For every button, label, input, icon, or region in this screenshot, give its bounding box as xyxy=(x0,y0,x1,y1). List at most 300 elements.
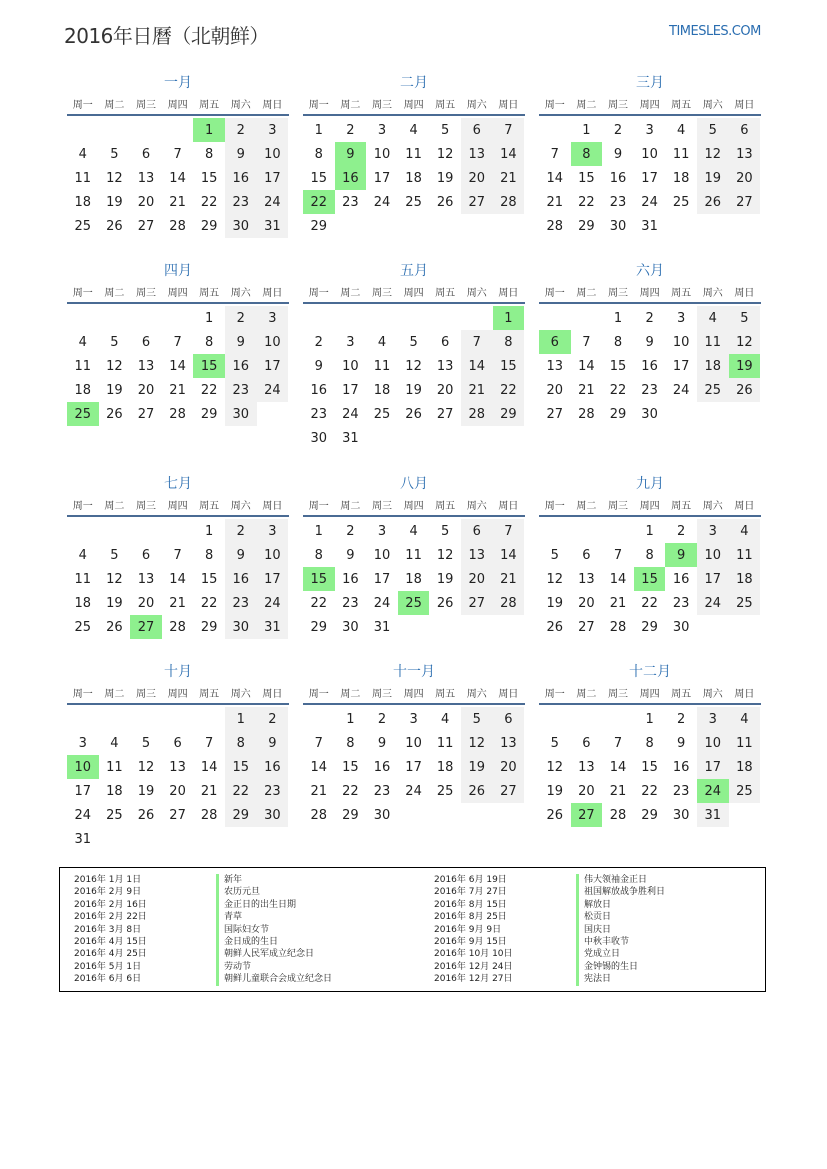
day-cell: 17 xyxy=(641,170,658,186)
day-cell: 31 xyxy=(257,214,289,238)
day-cell: 22 xyxy=(200,194,218,210)
weekday-header xyxy=(67,681,289,703)
holiday-date: 2016年 5月 1日 xyxy=(74,961,142,972)
day-cell: 20 xyxy=(578,595,595,611)
weekday-label: 周六 xyxy=(230,287,251,299)
month-block xyxy=(67,262,289,426)
empty-cell xyxy=(539,306,571,330)
day-cell: 1 xyxy=(645,523,654,539)
weekday-label: 周一 xyxy=(72,287,93,299)
holiday-date: 2016年 3月 8日 xyxy=(74,924,142,935)
empty-cell xyxy=(162,519,194,543)
day-cell: 26 xyxy=(546,807,564,823)
day-cell: 24 xyxy=(373,595,391,611)
day-cell: 20 xyxy=(137,194,155,210)
day-cell: 2 xyxy=(677,711,686,727)
day-cell: 9 xyxy=(645,334,654,350)
day-cell: 3 xyxy=(257,118,289,142)
day-cell: 13 xyxy=(137,358,155,374)
empty-cell xyxy=(99,118,131,142)
day-cell: 26 xyxy=(436,595,454,611)
day-grid xyxy=(303,707,525,827)
day-cell: 7 xyxy=(613,547,623,563)
day-cell: 12 xyxy=(436,547,454,563)
day-cell: 26 xyxy=(106,218,123,234)
header-divider xyxy=(303,515,525,517)
day-cell: 18 xyxy=(729,567,761,591)
day-cell: 7 xyxy=(493,118,525,142)
holiday-name: 党成立日 xyxy=(576,948,665,960)
weekday-label: 周一 xyxy=(308,688,329,700)
empty-cell xyxy=(303,306,335,330)
weekday-header xyxy=(539,681,761,703)
weekday-header xyxy=(67,92,289,114)
day-cell: 22 xyxy=(578,194,595,210)
weekday-label: 周三 xyxy=(371,688,392,700)
day-cell: 22 xyxy=(200,382,218,398)
empty-cell xyxy=(130,707,162,731)
weekday-header xyxy=(303,280,525,302)
day-cell: 7 xyxy=(173,334,182,350)
day-cell: 28 xyxy=(609,807,627,823)
day-cell: 12 xyxy=(461,731,493,755)
month-block xyxy=(303,475,525,639)
weekday-label: 周四 xyxy=(167,287,188,299)
weekday-label: 周一 xyxy=(544,287,565,299)
weekday-label: 周四 xyxy=(167,500,188,512)
month-name: 二月 xyxy=(400,75,428,91)
day-cell: 17 xyxy=(373,170,391,186)
day-cell-holiday: 1 xyxy=(193,118,225,142)
day-cell: 14 xyxy=(493,543,525,567)
weekday-label: 周六 xyxy=(230,688,251,700)
day-cell: 24 xyxy=(405,783,422,799)
weekday-label: 周二 xyxy=(576,688,597,700)
day-cell: 10 xyxy=(373,547,391,563)
day-cell: 13 xyxy=(436,358,454,374)
day-cell: 7 xyxy=(314,735,323,751)
day-cell: 3 xyxy=(409,711,418,727)
header-divider xyxy=(539,703,761,705)
holiday-name: 解放日 xyxy=(576,899,665,911)
day-cell: 9 xyxy=(225,543,257,567)
day-cell: 25 xyxy=(106,807,123,823)
day-cell: 10 xyxy=(257,330,289,354)
weekday-label: 周六 xyxy=(466,500,487,512)
weekday-label: 周二 xyxy=(340,500,361,512)
holiday-date: 2016年 7月 27日 xyxy=(434,887,507,898)
weekday-label: 周四 xyxy=(639,99,660,111)
month-name: 十月 xyxy=(164,664,192,680)
weekday-label: 周六 xyxy=(466,99,487,111)
day-cell-holiday: 27 xyxy=(571,803,603,827)
day-cell: 11 xyxy=(405,547,422,563)
day-cell: 8 xyxy=(205,146,214,162)
day-cell: 9 xyxy=(677,735,686,751)
day-cell: 6 xyxy=(141,547,151,563)
holiday-name: 劳动节 xyxy=(216,961,332,973)
day-cell: 18 xyxy=(729,755,761,779)
day-cell: 28 xyxy=(169,218,186,234)
day-cell: 15 xyxy=(310,170,328,186)
day-cell-holiday: 25 xyxy=(67,402,99,426)
day-grid xyxy=(539,306,761,426)
day-cell: 8 xyxy=(493,330,525,354)
day-cell: 3 xyxy=(645,122,654,138)
day-cell: 18 xyxy=(697,354,729,378)
weekday-header xyxy=(303,681,525,703)
weekday-label: 周三 xyxy=(135,99,156,111)
day-cell: 15 xyxy=(578,170,595,186)
holiday-date: 2016年 8月 15日 xyxy=(434,899,507,910)
day-cell-holiday: 9 xyxy=(665,543,697,567)
weekday-label: 周日 xyxy=(734,500,755,512)
day-cell: 21 xyxy=(169,382,186,398)
empty-cell xyxy=(67,306,99,330)
day-cell: 28 xyxy=(493,190,525,214)
day-cell-holiday: 16 xyxy=(335,166,367,190)
day-cell: 24 xyxy=(641,194,658,210)
day-cell: 3 xyxy=(697,707,729,731)
weekday-label: 周日 xyxy=(734,287,755,299)
day-cell: 26 xyxy=(436,194,454,210)
day-cell: 7 xyxy=(613,735,623,751)
month-name: 七月 xyxy=(164,476,192,492)
day-cell: 2 xyxy=(677,523,686,539)
weekday-label: 周一 xyxy=(308,500,329,512)
day-cell: 30 xyxy=(609,218,627,234)
weekday-label: 周二 xyxy=(576,287,597,299)
day-cell: 26 xyxy=(106,619,123,635)
holiday-date: 2016年 4月 25日 xyxy=(74,949,147,960)
day-cell: 17 xyxy=(405,759,422,775)
day-cell: 29 xyxy=(641,807,658,823)
day-cell: 18 xyxy=(436,759,454,775)
holiday-date: 2016年 9月 15日 xyxy=(434,936,507,947)
month-block xyxy=(303,262,525,450)
day-cell: 5 xyxy=(441,122,450,138)
holiday-date: 2016年 2月 9日 xyxy=(74,887,142,898)
weekday-label: 周五 xyxy=(199,99,220,111)
day-cell: 27 xyxy=(546,406,564,422)
empty-cell xyxy=(366,306,398,330)
month-block xyxy=(303,74,525,238)
weekday-label: 周一 xyxy=(72,688,93,700)
day-cell: 26 xyxy=(461,779,493,803)
day-cell: 4 xyxy=(729,519,761,543)
day-cell: 26 xyxy=(697,190,729,214)
header-divider xyxy=(303,302,525,304)
day-cell: 19 xyxy=(405,382,422,398)
day-cell: 13 xyxy=(169,759,186,775)
weekday-label: 周四 xyxy=(403,99,424,111)
weekday-header xyxy=(539,280,761,302)
day-cell: 9 xyxy=(225,330,257,354)
holiday-name: 宪法日 xyxy=(576,973,665,985)
day-cell: 16 xyxy=(373,759,391,775)
day-cell: 16 xyxy=(672,571,690,587)
day-cell-holiday: 27 xyxy=(130,615,162,639)
month-block xyxy=(539,262,761,426)
day-cell: 16 xyxy=(641,358,658,374)
day-cell: 23 xyxy=(225,378,257,402)
day-cell: 24 xyxy=(257,378,289,402)
day-cell: 14 xyxy=(578,358,595,374)
day-cell: 8 xyxy=(314,547,323,563)
holiday-date: 2016年 2月 22日 xyxy=(74,912,147,923)
day-cell: 7 xyxy=(173,146,182,162)
day-cell: 29 xyxy=(200,406,218,422)
day-cell: 14 xyxy=(493,142,525,166)
day-cell: 20 xyxy=(137,382,155,398)
weekday-label: 周日 xyxy=(262,500,283,512)
day-cell: 29 xyxy=(641,619,658,635)
day-cell: 22 xyxy=(225,779,257,803)
day-cell: 10 xyxy=(697,731,729,755)
day-cell: 25 xyxy=(74,619,92,635)
day-cell: 6 xyxy=(441,334,450,350)
day-cell: 10 xyxy=(373,146,391,162)
empty-cell xyxy=(193,707,225,731)
header-divider xyxy=(303,114,525,116)
day-cell: 21 xyxy=(578,382,595,398)
empty-cell xyxy=(539,519,571,543)
empty-cell xyxy=(602,519,634,543)
day-cell: 5 xyxy=(550,547,559,563)
day-cell: 9 xyxy=(377,735,387,751)
day-cell: 16 xyxy=(225,166,257,190)
holiday-date: 2016年 12月 24日 xyxy=(434,961,513,972)
day-cell: 18 xyxy=(74,382,92,398)
holiday-name: 伟大领袖金正日 xyxy=(576,874,665,886)
day-cell: 6 xyxy=(173,735,182,751)
day-cell: 8 xyxy=(645,547,654,563)
weekday-label: 周四 xyxy=(403,500,424,512)
holiday-name: 中秋丰收节 xyxy=(576,936,665,948)
month-name: 三月 xyxy=(636,75,664,91)
day-cell: 15 xyxy=(225,755,257,779)
day-grid xyxy=(67,519,289,639)
day-cell: 16 xyxy=(672,759,690,775)
weekday-label: 周三 xyxy=(607,99,628,111)
day-cell: 20 xyxy=(137,595,155,611)
weekday-label: 周日 xyxy=(262,99,283,111)
weekday-label: 周三 xyxy=(607,500,628,512)
day-cell: 29 xyxy=(342,807,359,823)
day-cell: 15 xyxy=(200,571,218,587)
day-cell: 16 xyxy=(342,571,359,587)
day-cell-holiday: 6 xyxy=(539,330,571,354)
site-link[interactable]: TIMESLES.COM xyxy=(669,24,761,39)
weekday-label: 周日 xyxy=(498,688,519,700)
day-cell: 13 xyxy=(729,142,761,166)
weekday-header xyxy=(303,493,525,515)
day-grid xyxy=(539,118,761,238)
header-divider xyxy=(67,515,289,517)
weekday-label: 周一 xyxy=(72,500,93,512)
day-cell: 26 xyxy=(729,378,761,402)
day-cell: 30 xyxy=(310,430,328,446)
weekday-header xyxy=(303,92,525,114)
weekday-label: 周四 xyxy=(639,688,660,700)
weekday-label: 周日 xyxy=(498,287,519,299)
month-name: 九月 xyxy=(636,476,664,492)
weekday-label: 周四 xyxy=(639,287,660,299)
empty-cell xyxy=(67,707,99,731)
day-cell: 5 xyxy=(697,118,729,142)
empty-cell xyxy=(539,707,571,731)
day-cell: 19 xyxy=(106,194,123,210)
day-cell: 2 xyxy=(645,310,654,326)
day-cell: 12 xyxy=(546,759,564,775)
empty-cell xyxy=(571,306,603,330)
day-cell: 22 xyxy=(641,595,658,611)
weekday-label: 周五 xyxy=(435,287,456,299)
day-cell: 13 xyxy=(461,543,493,567)
day-cell: 9 xyxy=(314,358,323,374)
day-cell: 24 xyxy=(342,406,359,422)
empty-cell xyxy=(602,707,634,731)
day-cell: 4 xyxy=(409,122,418,138)
holiday-name: 祖国解放战争胜利日 xyxy=(576,886,665,898)
day-cell: 25 xyxy=(405,194,422,210)
day-cell: 5 xyxy=(141,735,151,751)
day-cell: 17 xyxy=(697,567,729,591)
day-cell: 30 xyxy=(672,619,690,635)
holiday-name: 松贡日 xyxy=(576,911,665,923)
weekday-label: 周二 xyxy=(104,99,125,111)
day-cell: 21 xyxy=(493,166,525,190)
day-cell: 2 xyxy=(314,334,323,350)
weekday-label: 周一 xyxy=(72,99,93,111)
weekday-label: 周日 xyxy=(498,99,519,111)
day-cell: 8 xyxy=(645,735,654,751)
weekday-label: 周五 xyxy=(199,287,220,299)
day-cell: 27 xyxy=(137,406,155,422)
weekday-label: 周二 xyxy=(104,287,125,299)
day-cell: 2 xyxy=(377,711,387,727)
day-cell: 10 xyxy=(342,358,359,374)
day-cell: 21 xyxy=(546,194,564,210)
weekday-label: 周五 xyxy=(435,688,456,700)
day-cell: 23 xyxy=(225,190,257,214)
month-name: 一月 xyxy=(164,75,192,91)
day-cell: 31 xyxy=(342,430,359,446)
day-cell: 20 xyxy=(729,166,761,190)
month-block xyxy=(67,74,289,238)
month-name: 八月 xyxy=(400,476,428,492)
weekday-label: 周日 xyxy=(734,688,755,700)
day-cell: 11 xyxy=(74,358,92,374)
weekday-label: 周日 xyxy=(498,500,519,512)
day-cell: 18 xyxy=(405,571,422,587)
day-cell: 23 xyxy=(257,779,289,803)
day-cell: 6 xyxy=(582,735,591,751)
day-cell: 10 xyxy=(697,543,729,567)
day-cell: 1 xyxy=(314,523,323,539)
month-block xyxy=(539,475,761,639)
day-cell: 25 xyxy=(672,194,690,210)
empty-cell xyxy=(162,118,194,142)
day-cell: 4 xyxy=(78,334,87,350)
day-cell: 8 xyxy=(613,334,623,350)
header-divider xyxy=(67,703,289,705)
weekday-label: 周五 xyxy=(435,500,456,512)
day-cell: 1 xyxy=(205,310,214,326)
day-cell: 19 xyxy=(546,783,564,799)
day-cell: 4 xyxy=(377,334,387,350)
day-cell: 20 xyxy=(493,755,525,779)
weekday-label: 周日 xyxy=(734,99,755,111)
weekday-label: 周四 xyxy=(403,287,424,299)
day-cell: 3 xyxy=(257,519,289,543)
day-cell: 29 xyxy=(609,406,627,422)
month-name: 五月 xyxy=(400,263,428,279)
header-divider xyxy=(539,515,761,517)
day-cell: 8 xyxy=(225,731,257,755)
holiday-name: 国际妇女节 xyxy=(216,924,332,936)
day-cell: 5 xyxy=(550,735,559,751)
holiday-date: 2016年 4月 15日 xyxy=(74,936,147,947)
day-cell: 11 xyxy=(672,146,690,162)
day-grid xyxy=(67,306,289,426)
weekday-label: 周三 xyxy=(371,287,392,299)
day-cell: 3 xyxy=(377,122,387,138)
weekday-label: 周二 xyxy=(576,500,597,512)
day-cell: 30 xyxy=(225,402,257,426)
empty-cell xyxy=(539,118,571,142)
day-cell: 22 xyxy=(641,783,658,799)
weekday-label: 周日 xyxy=(262,287,283,299)
day-cell: 9 xyxy=(225,142,257,166)
day-cell: 27 xyxy=(436,406,454,422)
day-cell: 29 xyxy=(310,619,328,635)
day-cell: 3 xyxy=(697,519,729,543)
day-cell: 23 xyxy=(225,591,257,615)
day-cell: 11 xyxy=(74,571,92,587)
day-cell: 21 xyxy=(461,378,493,402)
header-divider xyxy=(67,114,289,116)
day-cell: 31 xyxy=(373,619,391,635)
weekday-label: 周五 xyxy=(671,688,692,700)
weekday-header xyxy=(539,493,761,515)
day-cell: 21 xyxy=(493,567,525,591)
weekday-label: 周六 xyxy=(702,688,723,700)
holiday-name: 金正日的出生日期 xyxy=(216,899,332,911)
day-cell: 10 xyxy=(257,543,289,567)
day-cell: 11 xyxy=(405,146,422,162)
day-cell: 14 xyxy=(546,170,564,186)
day-cell: 5 xyxy=(110,334,119,350)
day-cell: 21 xyxy=(169,595,186,611)
day-cell: 30 xyxy=(641,406,658,422)
month-name: 十一月 xyxy=(393,664,435,680)
day-cell: 29 xyxy=(310,218,328,234)
day-cell: 17 xyxy=(74,783,92,799)
day-cell: 15 xyxy=(609,358,627,374)
day-cell: 13 xyxy=(493,731,525,755)
day-cell: 2 xyxy=(346,523,355,539)
empty-cell xyxy=(398,306,430,330)
day-cell: 4 xyxy=(110,735,119,751)
month-name: 十二月 xyxy=(629,664,671,680)
day-cell: 30 xyxy=(257,803,289,827)
day-grid xyxy=(539,519,761,639)
day-cell: 4 xyxy=(78,547,87,563)
weekday-label: 周六 xyxy=(702,500,723,512)
day-cell: 13 xyxy=(461,142,493,166)
weekday-label: 周五 xyxy=(199,688,220,700)
